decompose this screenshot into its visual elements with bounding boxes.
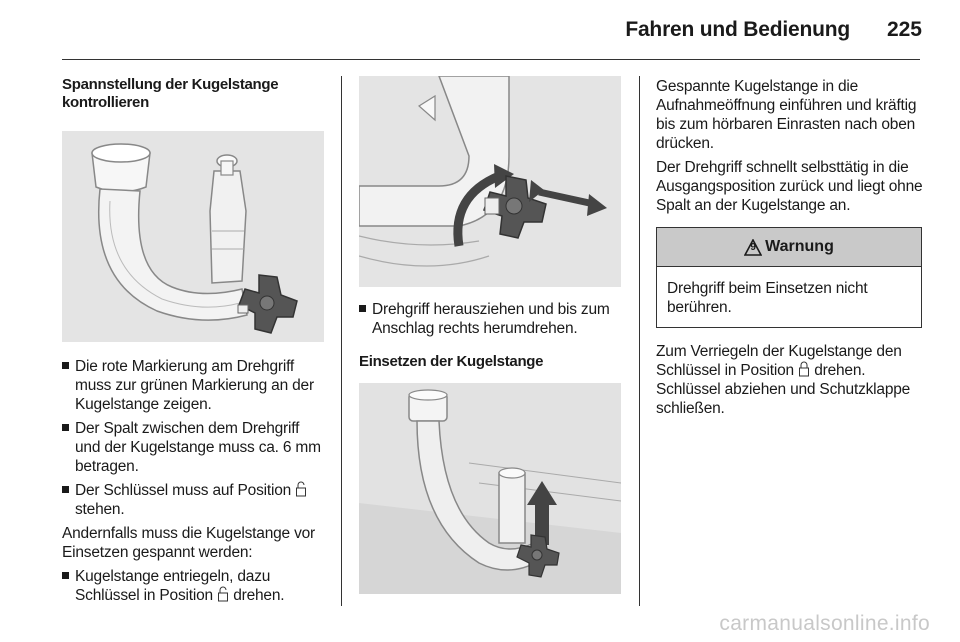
warning-header <box>657 228 921 267</box>
paragraph-text: drehen. Schlüssel abziehen und Schutzklappe schließen. <box>656 362 911 417</box>
paragraph <box>656 342 924 418</box>
header-title: Fahren und Bedienung <box>625 18 850 41</box>
list-item <box>62 481 327 519</box>
watermark-text: carmanualsonline.info <box>719 612 930 635</box>
paragraph-text: Zum Verriegeln der Kugelstange den Schlüssel in Position <box>656 343 902 379</box>
warning-title: Warnung <box>765 238 834 255</box>
bullet-square-icon <box>62 572 69 579</box>
paragraph: Der Drehgriff schnellt selbsttätig in die Ausgangsposition zurück und liegt ohne Spalt an der Kugelstange an. <box>656 159 923 214</box>
bullet-text: stehen. <box>75 501 125 518</box>
bullet-square-icon <box>62 424 69 431</box>
list-item <box>62 357 327 414</box>
page-number: 225 <box>886 18 922 41</box>
lock-open-icon <box>217 586 229 602</box>
bullet-text: Der Schlüssel muss auf Position <box>75 482 292 499</box>
column-3 <box>656 77 924 418</box>
warning-text: Drehgriff beim Einsetzen nicht berühren. <box>667 280 868 316</box>
bullet-square-icon <box>359 305 366 312</box>
warning-box <box>656 227 922 328</box>
list-item <box>62 567 327 605</box>
column-divider-2 <box>639 76 640 606</box>
column-1 <box>62 76 327 605</box>
warning-symbol: 9 <box>750 241 756 253</box>
section-heading-insert: Einsetzen der Kugelstange <box>359 353 544 370</box>
bullet-text: drehen. <box>233 587 285 604</box>
figure-towbar-ball-rod <box>62 131 324 342</box>
list-item <box>62 419 327 476</box>
insert-illustration <box>359 383 621 594</box>
figure-turn-knob <box>359 76 621 287</box>
paragraph: Andernfalls muss die Kugelstange vor Einsetzen gespannt werden: <box>62 525 316 561</box>
bullet-text: Die rote Markierung am Drehgriff muss zur grünen Markierung an der Kugelstange zeigen. <box>75 358 314 413</box>
lock-closed-icon <box>798 361 810 377</box>
bullet-text: Der Spalt zwischen dem Drehgriff und der Kugelstange muss ca. 6 mm betragen. <box>75 420 321 475</box>
bullet-square-icon <box>62 486 69 493</box>
list-item <box>359 300 624 338</box>
bullet-text: Drehgriff herausziehen und bis zum Anschlag rechts herumdrehen. <box>372 301 610 337</box>
figure-insert-ball-rod <box>359 383 621 594</box>
lock-open-icon <box>295 481 307 497</box>
paragraph: Gespannte Kugelstange in die Aufnahmeöffnung einführen und kräftig bis zum hörbaren Einrasten nach oben drücken. <box>656 78 917 152</box>
knob-turn-illustration <box>359 76 621 287</box>
towbar-illustration <box>62 131 324 342</box>
column-divider-1 <box>341 76 342 606</box>
section-heading-check-tension: Spannstellung der Kugelstange kontrollieren <box>62 76 279 111</box>
warning-triangle-icon <box>744 239 762 256</box>
column-2 <box>359 76 624 594</box>
header-rule <box>62 59 920 60</box>
bullet-text: Kugelstange entriegeln, dazu Schlüssel in Position <box>75 568 271 604</box>
bullet-square-icon <box>62 362 69 369</box>
